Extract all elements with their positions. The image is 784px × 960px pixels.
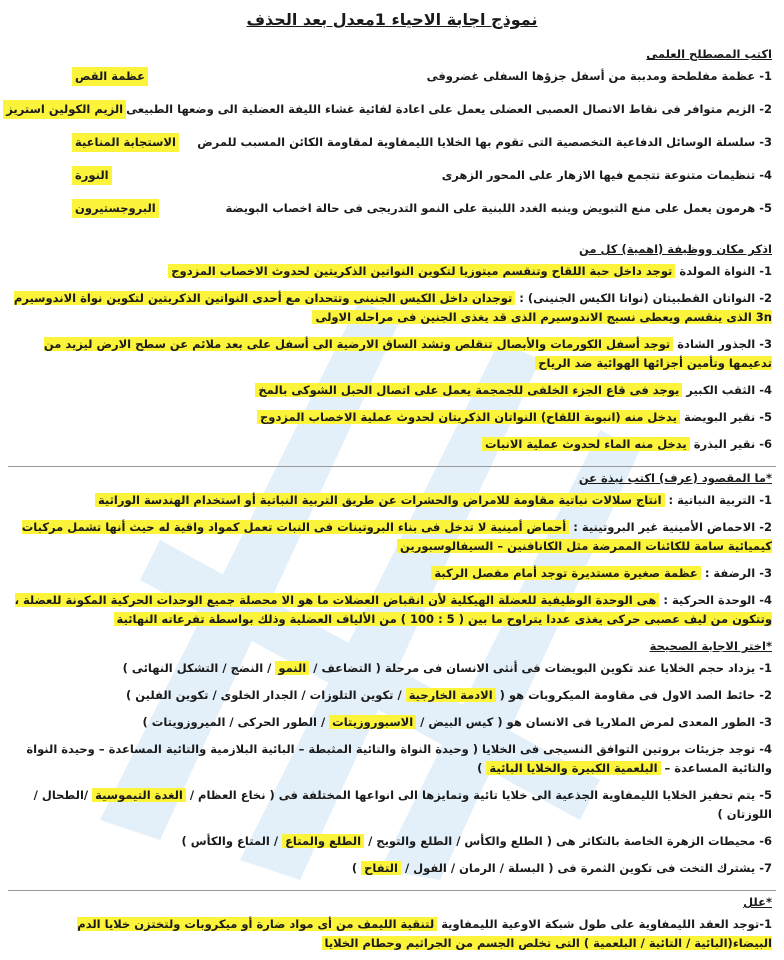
choose-list [8, 659, 776, 886]
choice-text-after: /الطحال / اللوزتان ) [33, 788, 772, 821]
choice-text-before: 5- يتم تحفيز الخلايا الليمفاوية الجذعية الى خلايا تائية وتمايزها الى انواعها المختلفة فى ( نخاع العظام / [185, 788, 772, 802]
choice-item [12, 659, 772, 678]
section-heading-terms: اكتب المصطلح العلمى [646, 47, 772, 61]
term-answer: الزيم الكولين استريز [3, 100, 126, 119]
term-answer: الاستجابة المناعية [72, 133, 179, 152]
section-heading-choose: *اختر الاجابة الصحيحة [649, 639, 772, 653]
row-gap [8, 778, 776, 786]
choice-text-after: ) [477, 761, 487, 775]
choice-text-after: ) [351, 861, 362, 875]
term-answer: البروجستيرون [72, 199, 159, 218]
row-gap [8, 373, 776, 381]
row-gap [8, 119, 776, 133]
row-gap [8, 454, 776, 462]
choice-item [12, 859, 772, 878]
explain-answer: لتنقية الليمف من أى مواد ضارة أو ميكروبات ولتختزن خلايا الدم البيضاء(البائية / التائية / البلعمية ) التى تخلص الجسم من الجراثيم وحطام الخلايا [77, 917, 772, 950]
item-label: 1- النواة المولدة [679, 264, 772, 278]
row-gap [8, 824, 776, 832]
choice-correct-answer: التفاح [361, 861, 401, 875]
divider [8, 466, 776, 467]
row-gap [8, 185, 776, 199]
choice-text-after: / النضج / التشكل النهائى ) [122, 661, 276, 675]
row-gap [8, 281, 776, 289]
choice-correct-answer: الطلع والمتاع [282, 834, 364, 848]
section-heading-location-function: اذكر مكان ووظيفة (اهمية) كل من [579, 242, 772, 256]
item-answer: عظمة صغيرة مستديرة توجد أمام مفصل الركبة [431, 566, 700, 580]
choice-text-after: / تكوين التلوزات / الجدار الخلوى / تكوين الفلين ) [126, 688, 406, 702]
definition-item [12, 518, 772, 556]
term-question: 1- عظمة مفلطحة ومدببة من أسفل جزؤها السفلى غضروفى [426, 69, 772, 83]
row-gap [8, 152, 776, 166]
choice-text-before: 4- توجد جزيئات بروتين التوافق النسيجى فى الخلايا ( وحيدة النواة والتائية المثبطة – البائية البلازمية والتائية المساعدة – وحيدة النواة والتائية المساعدة – [26, 742, 772, 775]
item-answer: توجد داخل حبة اللقاح وتنقسم ميتوزيا لتكوين النواتين الذكريتين لحدوث الاخصاب المزدوج [168, 264, 675, 278]
location-function-list [8, 262, 776, 462]
row-gap [8, 678, 776, 686]
terms-list [8, 67, 776, 232]
item-answer: هى الوحدة الوظيفية للعضلة الهيكلية لأن انقباض العضلات ما هو الا محصلة جميع الوحدات الحركية المكونة للعضلة ، وتتكون من ليف عصبى حركى يغذى عددا يتراوح ما بين ( 5 : 100 ) من الألياف العضلية وذلك بواسطة تفرعاته النهائية [14, 593, 772, 626]
page-title: نموذج اجابة الاحياء 1معدل بعد الحذف [246, 10, 538, 29]
explain-question: 1-توجد العقد الليمفاوية على طول شبكة الاوعية الليمفاوية [437, 917, 772, 931]
term-item [12, 166, 772, 185]
term-item [12, 199, 772, 218]
row-gap [8, 732, 776, 740]
row-gap [8, 327, 776, 335]
item-answer: توجد أسفل الكورمات والأبصال تنقلص وتشد الساق الارضية الى أسفل على بعد ملائم عن سطح الارض ليزيد من تدعيمها وتأمين أجزائها الهوائية ضد الرياح [43, 337, 772, 370]
item-answer: أحماض أمينية لا تدخل فى بناء البروتينات فى النبات تعمل كمواد واقية له حيث أنها تشمل مركبات كيميائية سامة للكائنات الممرضة مثل الكانافنين – السيفالوسبورين [21, 520, 772, 553]
choice-correct-answer: الاسبوروزيتات [329, 715, 416, 729]
definition-item [12, 564, 772, 583]
term-question: 2- الزيم متوافر فى نقاط الاتصال العصبى العضلى يعمل على اعادة لفائية غشاء الليفة العضلية الى وضعها الطبيعى [126, 102, 772, 116]
term-question: 3- سلسلة الوسائل الدفاعية التخصصية التى تقوم بها الخلايا الليمفاوية لمقاومة الكائن المسبب للمرض [197, 135, 772, 149]
row-gap [8, 86, 776, 100]
row-gap [8, 510, 776, 518]
row-gap [8, 400, 776, 408]
choice-item [12, 713, 772, 732]
definition-item [12, 491, 772, 510]
explain-item [12, 915, 772, 953]
location-item [12, 335, 772, 373]
item-label: 4- الوحدة الحركية : [663, 593, 772, 607]
choice-item [12, 686, 772, 705]
choice-text-before: 2- حائط الصد الاول فى مقاومة الميكروبات هو ( [495, 688, 772, 702]
choice-item [12, 740, 772, 778]
choice-text-after: / الطور الحركى / الميروزويتات ) [142, 715, 330, 729]
choice-text-before: 1- يزداد حجم الخلايا عند تكوين البويضات فى أنثى الانسان فى مرحلة ( التضاعف / [309, 661, 772, 675]
row-gap [8, 583, 776, 591]
item-label: 1- التربية النباتية : [668, 493, 772, 507]
definitions-list [8, 491, 776, 637]
section-heading-definitions: *ما المقصود (عرف) اكتب نبذة عن [578, 471, 772, 485]
location-item [12, 381, 772, 400]
section-heading-explain: *علل [743, 895, 772, 909]
item-label: 2- النواتان القطبيتان (نواتا الكيس الجنينى) : [519, 291, 772, 305]
item-answer: انتاج سلالات نباتية مقاومة للامراض والحشرات عن طريق التربية النباتية أو استخدام الهندسة الوراثية [95, 493, 665, 507]
choice-text-after: / المتاع والكأس ) [181, 834, 283, 848]
choice-item [12, 832, 772, 851]
term-item [12, 133, 772, 152]
item-answer: يوجد فى قاع الجزء الخلفى للجمجمة يعمل على اتصال الحبل الشوكى بالمخ [255, 383, 682, 397]
location-item [12, 289, 772, 327]
choice-text-before: 3- الطور المعدى لمرض الملاريا فى الانسان هو ( كيس البيض / [416, 715, 772, 729]
item-label: 6- نقير البذرة [693, 437, 772, 451]
item-answer: توجدان داخل الكيس الجنينى وتتحدان مع أحدى النواتين الذكريتين لتكوين نواة الاندوسيرم 3n الذى ينقسم ويعطى نسيج الاندوسيرم الذى قد يغذى الجنين فى مراحله الاولى [13, 291, 772, 324]
choice-text-before: 6- محيطات الزهرة الخاصة بالتكاثر هى ( الطلع والكأس / الطلع والتويج / [364, 834, 772, 848]
item-answer: يدخل منه (انبوبة اللقاح) النواتان الذكريتان لحدوث عملية الاخصاب المزدوج [257, 410, 680, 424]
choice-correct-answer: البلعمية الكبيرة والخلايا البائية [486, 761, 660, 775]
row-gap [8, 851, 776, 859]
choice-correct-answer: النمو [275, 661, 309, 675]
choice-text-before: 7- يشترك التخت فى تكوين الثمرة فى ( البسلة / الرمان / الفول / [400, 861, 772, 875]
term-question: 5- هرمون يعمل على منع التبويض وينبه الغدد اللبنية على النمو التدريجى فى حالة اخصاب البويضة [225, 201, 772, 215]
location-item [12, 262, 772, 281]
choice-correct-answer: الادمة الخارجية [406, 688, 496, 702]
term-item [12, 67, 772, 86]
term-answer: عظمة القص [72, 67, 148, 86]
choice-correct-answer: الغدة التيموسية [92, 788, 186, 802]
row-gap [8, 629, 776, 637]
location-item [12, 408, 772, 427]
row-gap [8, 878, 776, 886]
term-question: 4- تنظيمات متنوعة تتجمع فيها الازهار على المحور الزهرى [441, 168, 772, 182]
item-label: 3- الرضفة : [704, 566, 772, 580]
item-label: 5- نقير البويضة [683, 410, 772, 424]
row-gap [8, 556, 776, 564]
definition-item [12, 591, 772, 629]
location-item [12, 435, 772, 454]
row-gap [8, 705, 776, 713]
row-gap [8, 427, 776, 435]
item-label: 4- الثقب الكبير [686, 383, 772, 397]
term-answer: النورة [72, 166, 112, 185]
item-label: 3- الجذور الشادة [677, 337, 772, 351]
row-gap [8, 218, 776, 232]
item-answer: يدخل منه الماء لحدوث عملية الانبات [482, 437, 690, 451]
choice-item [12, 786, 772, 824]
term-item [6, 100, 772, 119]
item-label: 2- الاحماض الأمينية غير البروتينية : [573, 520, 772, 534]
divider [8, 890, 776, 891]
